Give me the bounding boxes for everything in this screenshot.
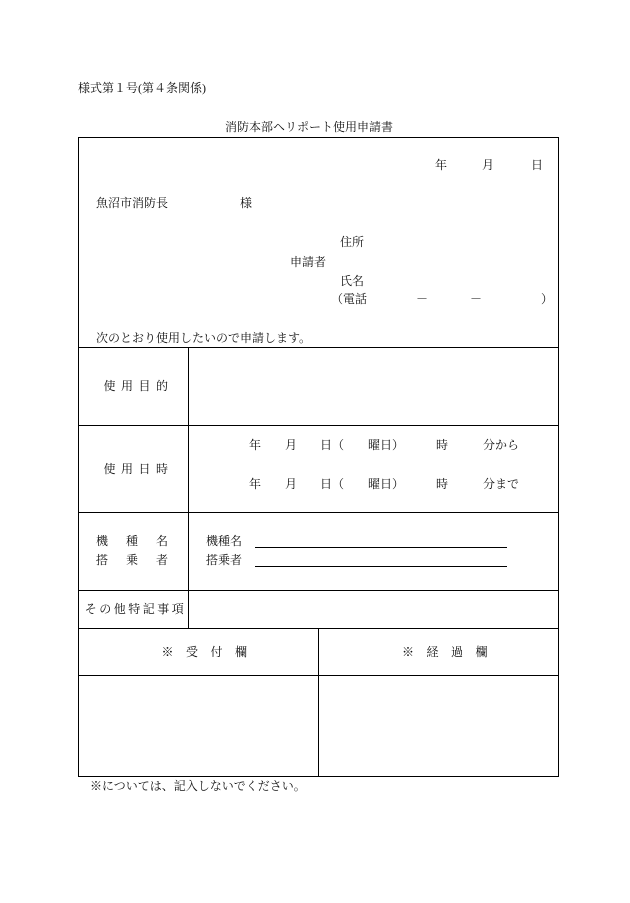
applicant-label: 申請者: [290, 255, 327, 269]
footnote: ※については、記入しないでください。: [90, 779, 306, 793]
start-minute-label: 分から: [483, 438, 520, 452]
application-statement: 次のとおり使用したいので申請します。: [96, 331, 312, 345]
phone-label: （電話: [331, 292, 368, 306]
honorific: 様: [240, 196, 253, 210]
start-hour-label: 時: [436, 438, 449, 452]
progress-column-header: ※経過欄: [401, 644, 500, 659]
end-weekday-label: 曜日）: [368, 477, 405, 491]
crew-header: 搭乗者: [96, 553, 187, 567]
date-day-label: 日: [531, 158, 544, 172]
row-divider: [78, 512, 559, 513]
crew-label: 搭乗者: [206, 553, 243, 567]
form-number: 様式第１号(第４条関係): [78, 81, 206, 95]
purpose-label: 使用目的: [103, 379, 174, 393]
end-month-label: 月: [285, 477, 298, 491]
address-label: 住所: [340, 235, 365, 249]
start-year-label: 年: [249, 438, 262, 452]
phone-separator: －: [470, 292, 483, 306]
phone-separator: －: [416, 292, 429, 306]
aircraft-model-label: 機種名: [206, 534, 243, 548]
start-day-label: 日（: [320, 438, 345, 452]
usage-datetime-label: 使用日時: [103, 461, 174, 476]
start-month-label: 月: [285, 438, 298, 452]
date-month-label: 月: [482, 158, 495, 172]
aircraft-model-header: 機種名: [96, 534, 187, 548]
remarks-label: その他特記事項: [84, 602, 187, 616]
end-hour-label: 時: [436, 477, 449, 491]
addressee: 魚沼市消防長: [96, 196, 169, 210]
reception-column-header: ※受付欄: [161, 644, 260, 659]
end-day-label: 日（: [320, 477, 345, 491]
aircraft-model-underline: [255, 547, 507, 548]
phone-close-paren: ）: [541, 292, 554, 306]
start-weekday-label: 曜日）: [368, 438, 405, 452]
name-label: 氏名: [340, 274, 365, 288]
end-minute-label: 分まで: [483, 477, 520, 491]
form-title: 消防本部ヘリポート使用申請書: [225, 120, 394, 134]
date-year-label: 年: [435, 158, 448, 172]
end-year-label: 年: [249, 477, 262, 491]
crew-underline: [255, 566, 507, 567]
